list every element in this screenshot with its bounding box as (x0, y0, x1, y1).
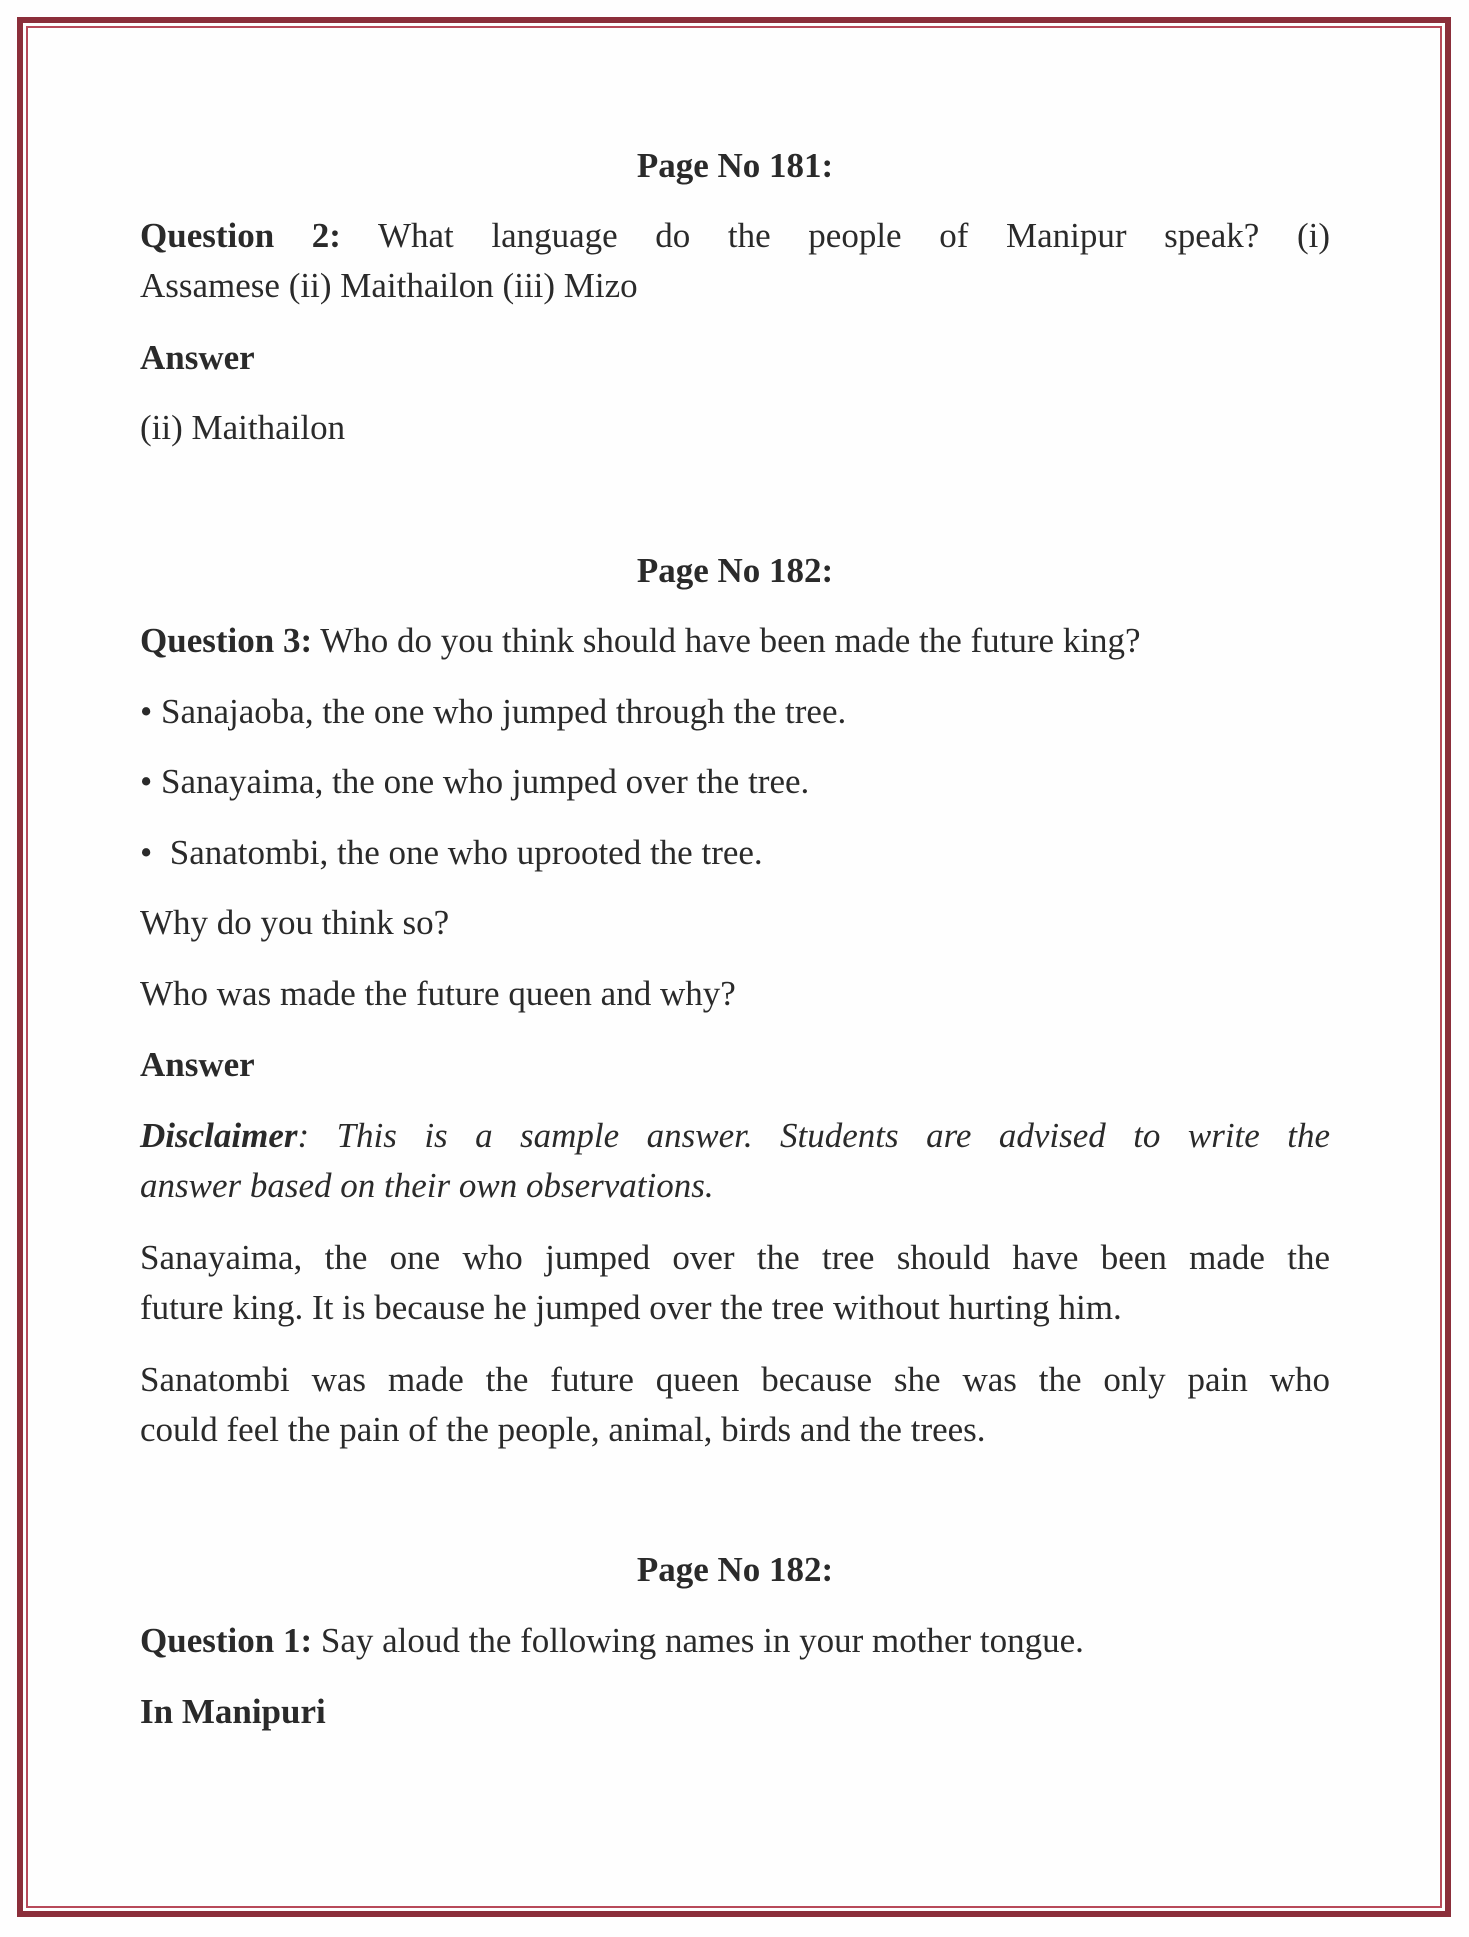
subheading-in-manipuri: In Manipuri (140, 1692, 326, 1731)
question-2-line-1 (140, 218, 1330, 253)
bullet-item (140, 835, 763, 870)
bullet-icon: • (140, 762, 153, 801)
question-label: Question 2: (140, 216, 341, 255)
answer-paragraph-2-line-1: Sanatombi was made the future queen because she was the only pain who (140, 1360, 1330, 1399)
question-text: Who do you think should have been made the future king? (320, 621, 1141, 660)
answer-paragraph-2-line-2: could feel the pain of the people, animal, birds and the trees. (140, 1410, 986, 1449)
answer-text: (ii) Maithailon (140, 408, 346, 447)
bullet-icon: • (140, 692, 153, 731)
page-heading-182: Page No 182: (636, 551, 834, 590)
question-label: Question 3: (140, 621, 313, 660)
page-heading-181: Page No 181: (636, 146, 834, 185)
answer-paragraph-1-line-2: future king. It is because he jumped over the tree without hurting him. (140, 1288, 1122, 1327)
question-2-line-2: Assamese (ii) Maithailon (iii) Mizo (140, 266, 638, 305)
page-heading-182-b: Page No 182: (636, 1550, 834, 1589)
disclaimer-text: : This is a sample answer. Students are advised to write the (297, 1116, 1330, 1155)
question-text: Say aloud the following names in your mother tongue. (320, 1621, 1084, 1660)
followup-question-1: Why do you think so? (140, 903, 450, 942)
bullet-text: Sanatombi, the one who uprooted the tree. (169, 833, 763, 872)
question-label: Question 1: (140, 1621, 313, 1660)
bullet-text: Sanajaoba, the one who jumped through the tree. (161, 692, 847, 731)
answer-label: Answer (140, 338, 255, 377)
question-text: What language do the people of Manipur speak? (i) (377, 216, 1330, 255)
disclaimer-line-2: answer based on their own observations. (140, 1166, 714, 1205)
disclaimer-label: Disclaimer (140, 1116, 298, 1155)
bullet-item (140, 694, 846, 729)
answer-label: Answer (140, 1045, 255, 1084)
bullet-icon: • (140, 833, 153, 872)
answer-paragraph-1-line-1: Sanayaima, the one who jumped over the tree should have been made the (140, 1238, 1330, 1277)
followup-question-2: Who was made the future queen and why? (140, 974, 736, 1013)
question-3 (140, 623, 1141, 658)
disclaimer-line-1 (140, 1118, 1330, 1153)
question-1 (140, 1623, 1084, 1658)
bullet-text: Sanayaima, the one who jumped over the tree. (161, 762, 810, 801)
bullet-item (140, 764, 809, 799)
